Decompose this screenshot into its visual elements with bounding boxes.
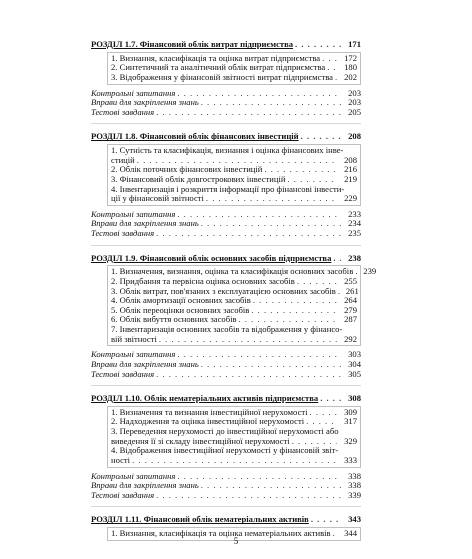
entry-continuation xyxy=(111,194,357,204)
entry-page: 305 xyxy=(348,368,361,379)
entry-page: 171 xyxy=(348,39,361,49)
dot-leader xyxy=(156,108,341,118)
entry-title: 2. Надходження та оцінка інвестиційної нерухомості xyxy=(111,416,305,427)
entry-title-line: 7. Інвентаризація основних засобів та відображення у фінансо- xyxy=(111,324,343,334)
entry-page: 238 xyxy=(348,252,361,263)
entry-page: 229 xyxy=(344,193,357,204)
entry-page: 239 xyxy=(363,266,377,277)
entry-page: 309 xyxy=(344,406,357,417)
section-heading xyxy=(91,132,361,142)
entry-page: 208 xyxy=(348,131,361,142)
entry-page: 279 xyxy=(344,304,357,315)
section-items xyxy=(107,406,361,468)
entry-title: Тестові завдання xyxy=(91,228,155,238)
entry-title: Вправи для закріплення знань xyxy=(91,480,199,491)
entry-title: 6. Облік вибуття основних засобів xyxy=(111,314,237,325)
entry-title: 5. Облік переоцінки основних засобів xyxy=(111,304,250,315)
entry-title: Контрольні запитання xyxy=(91,208,176,219)
section-heading xyxy=(91,254,361,264)
dot-leader xyxy=(253,296,337,306)
toc-entry xyxy=(111,146,357,165)
entry-title: Вправи для закріплення знань xyxy=(91,97,199,108)
entry-title: 4. Облік амортизації основних засобів xyxy=(111,295,251,306)
entry-title: стицій xyxy=(111,154,135,165)
section-heading xyxy=(91,515,361,525)
entry-page: 339 xyxy=(348,489,361,500)
entry-title: 2. Облік поточних фінансових інвестицій xyxy=(111,164,263,175)
entry-title: 2. Синтетичний та аналітичний облік витрат підприємства xyxy=(111,62,326,73)
dot-leader xyxy=(301,132,341,142)
entry-page: 261 xyxy=(345,285,359,296)
entry-title: Вправи для закріплення знань xyxy=(91,218,199,229)
entry-title: РОЗДІЛ 1.10. Облік нематеріальних активів підприємства xyxy=(91,393,319,404)
section-heading xyxy=(91,40,361,50)
dot-leader xyxy=(201,360,341,370)
dot-leader xyxy=(333,254,341,264)
entry-page: 264 xyxy=(344,295,357,306)
entry-page: 287 xyxy=(344,314,357,325)
entry-page: 338 xyxy=(348,480,361,491)
dot-leader xyxy=(320,394,341,404)
toc-entry xyxy=(111,446,357,465)
entry-title: Тестові завдання xyxy=(91,489,155,500)
dot-leader xyxy=(201,98,341,108)
dot-leader xyxy=(177,350,341,360)
entry-title: 3. Відображення у фінансовій звітності витрат підприємства xyxy=(111,71,333,82)
entry-page: 344 xyxy=(344,528,357,538)
entry-title: Тестові завдання xyxy=(91,368,155,379)
entry-continuation xyxy=(111,456,357,466)
toc-entry xyxy=(111,427,357,446)
dot-leader xyxy=(177,89,341,99)
entry-page: 303 xyxy=(348,349,361,360)
entry-page: 216 xyxy=(344,164,357,175)
dot-leader xyxy=(156,370,341,380)
dot-leader xyxy=(206,194,337,204)
entry-title: 2. Придбання та первісна оцінка основних засобів xyxy=(111,275,295,286)
toc-section xyxy=(91,394,361,507)
entry-page: 233 xyxy=(348,208,361,219)
entry-page: 292 xyxy=(344,333,357,344)
entry-page: 205 xyxy=(348,106,361,117)
dot-leader xyxy=(201,481,341,491)
dot-leader xyxy=(156,229,341,239)
entry-title-line: 1. Сутність та класифікація, визнання і оцінка фінансових інве- xyxy=(111,145,344,155)
entry-title: РОЗДІЛ 1.8. Фінансовий облік фінансових інвестицій xyxy=(91,131,299,142)
dot-leader xyxy=(159,335,337,345)
section-heading xyxy=(91,394,361,404)
toc-extra-entry xyxy=(91,491,361,501)
dot-leader xyxy=(335,73,341,83)
entry-page: 308 xyxy=(348,393,361,404)
entry-continuation xyxy=(111,335,357,345)
entry-title: виведення її зі складу інвестиційної нерухомості xyxy=(111,435,290,446)
toc-section xyxy=(91,252,377,387)
entry-title: 1. Визначення та визнання інвестиційної нерухомості xyxy=(111,406,308,417)
entry-page: 234 xyxy=(348,218,361,229)
dot-leader xyxy=(251,306,337,316)
page-number: 5 xyxy=(233,536,239,546)
entry-page: 343 xyxy=(348,514,361,525)
entry-page: 180 xyxy=(344,62,357,73)
dot-leader xyxy=(310,408,337,418)
toc-entry xyxy=(111,185,357,204)
entry-page: 172 xyxy=(344,52,357,63)
entry-title: РОЗДІЛ 1.11. Фінансовий облік нематеріальних активів xyxy=(91,514,309,525)
entry-title: 3. Облік витрат, пов'язаних з експлуатацією основних засобів xyxy=(111,285,336,296)
table-of-contents xyxy=(91,39,377,559)
entry-title: ції у фінансовій звітності xyxy=(111,193,204,204)
entry-title: ності xyxy=(111,454,131,465)
toc-section xyxy=(91,40,361,124)
dot-leader xyxy=(311,515,341,525)
entry-title: 1. Визнання, класифікація та оцінка витрат підприємства xyxy=(111,52,321,63)
section-items xyxy=(107,52,361,85)
entry-title: Контрольні запитання xyxy=(91,470,176,481)
toc-entry xyxy=(111,73,357,83)
entry-title-line: 4. Інвентаризація і розкриття інформації про фінансові інвести- xyxy=(111,183,345,194)
dot-leader xyxy=(201,219,341,229)
dot-leader xyxy=(177,472,341,482)
entry-title: Контрольні запитання xyxy=(91,87,176,98)
section-items xyxy=(107,144,361,206)
entry-page: 317 xyxy=(344,416,357,427)
entry-page: 203 xyxy=(348,87,361,98)
entry-page: 208 xyxy=(344,154,357,165)
entry-page: 304 xyxy=(348,358,361,369)
entry-page: 235 xyxy=(348,228,361,238)
entry-title: 3. Фінансовий облік довгострокових інвестицій xyxy=(111,173,286,184)
entry-title: Тестові завдання xyxy=(91,106,155,117)
entry-title: Контрольні запитання xyxy=(91,349,176,360)
toc-extra-entry xyxy=(91,370,361,380)
entry-title: РОЗДІЛ 1.9. Фінансовий облік основних засобів підприємства xyxy=(91,252,332,263)
entry-page: 329 xyxy=(344,435,357,446)
entry-title: 1. Визначення, визнання, оцінка та класифікація основних засобів xyxy=(111,266,354,277)
dot-leader xyxy=(295,40,341,50)
dot-leader xyxy=(156,491,341,501)
entry-title-line: 3. Переведення нерухомості до інвестиційної нерухомості або xyxy=(111,426,339,436)
entry-title: РОЗДІЛ 1.7. Фінансовий облік витрат підприємства xyxy=(91,39,294,49)
toc-entry xyxy=(111,325,357,344)
toc-extra-entry xyxy=(91,229,361,239)
section-items xyxy=(107,265,377,346)
entry-title-line: 4. Відображення інвестиційної нерухомості у фінансовій звіт- xyxy=(111,445,339,456)
entry-page: 203 xyxy=(348,97,361,108)
entry-title: вій звітності xyxy=(111,333,157,344)
dot-leader xyxy=(177,210,341,220)
entry-page: 219 xyxy=(344,173,357,184)
entry-page: 202 xyxy=(344,71,357,82)
entry-title: Вправи для закріплення знань xyxy=(91,358,199,369)
dot-leader xyxy=(132,456,337,466)
toc-section xyxy=(91,132,361,245)
dot-leader xyxy=(338,287,344,297)
entry-page: 333 xyxy=(344,454,357,465)
entry-page: 255 xyxy=(344,275,357,286)
toc-extra-entry xyxy=(91,108,361,118)
entry-title: 1. Визнання, класифікація та оцінка нематеріальних активів xyxy=(111,528,331,538)
entry-page: 338 xyxy=(348,470,361,481)
